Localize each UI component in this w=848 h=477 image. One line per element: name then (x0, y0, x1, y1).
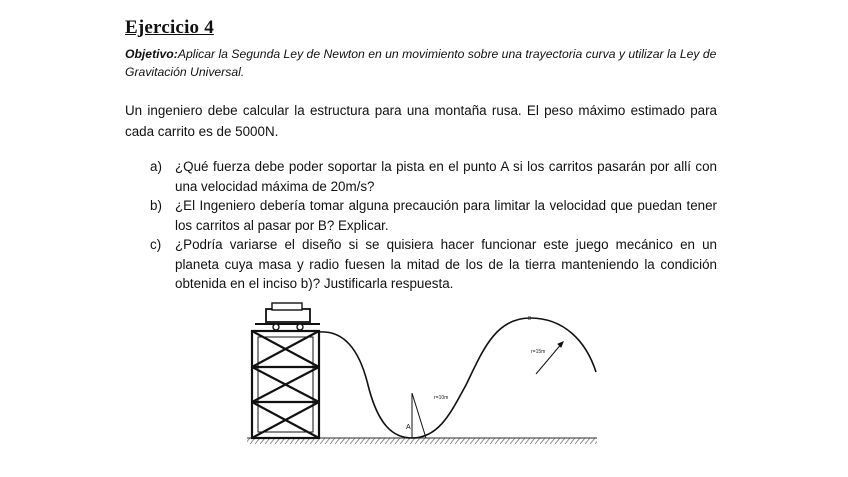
question-label: b) (150, 198, 162, 213)
radius-a-label: r=10m (434, 395, 449, 401)
question-text: ¿Podría variarse el diseño si se quisiera hacer funcionar este juego mecánico en un planeta cuya masa y radio fuesen la mitad de los de la tierra manteniendo la condición obtenida en el inciso b)? Justificarla respuesta. (175, 237, 717, 291)
radius-b-label: r=15m (531, 349, 546, 355)
point-a-label: A (406, 424, 411, 431)
cart-icon (255, 303, 320, 330)
question-text: ¿Qué fuerza debe poder soportar la pista en el punto A si los carritos pasarán por allí con una velocidad máxima de 20m/s? (175, 159, 717, 194)
roller-coaster-track (319, 318, 596, 438)
question-label: a) (150, 159, 162, 174)
question-label: c) (150, 237, 162, 252)
support-tower (252, 331, 319, 438)
question-text: ¿El Ingeniero debería tomar alguna precaución para limitar la velocidad que puedan tener los carritos al pasar por B? Explicar. (175, 198, 717, 233)
point-b-marker (536, 342, 563, 374)
objective-label: Objetivo: (125, 47, 178, 61)
point-b-label: B (528, 316, 532, 322)
objective-text: Aplicar la Segunda Ley de Newton en un movimiento sobre una trayectoria curva y utilizar la Ley de Gravitación Universal. (125, 47, 717, 79)
point-a-marker (412, 393, 426, 438)
exercise-title: Ejercicio 4 (125, 17, 214, 38)
problem-statement: Un ingeniero debe calcular la estructura para una montaña rusa. El peso máximo estimado para cada carrito es de 5000N. (125, 103, 717, 139)
